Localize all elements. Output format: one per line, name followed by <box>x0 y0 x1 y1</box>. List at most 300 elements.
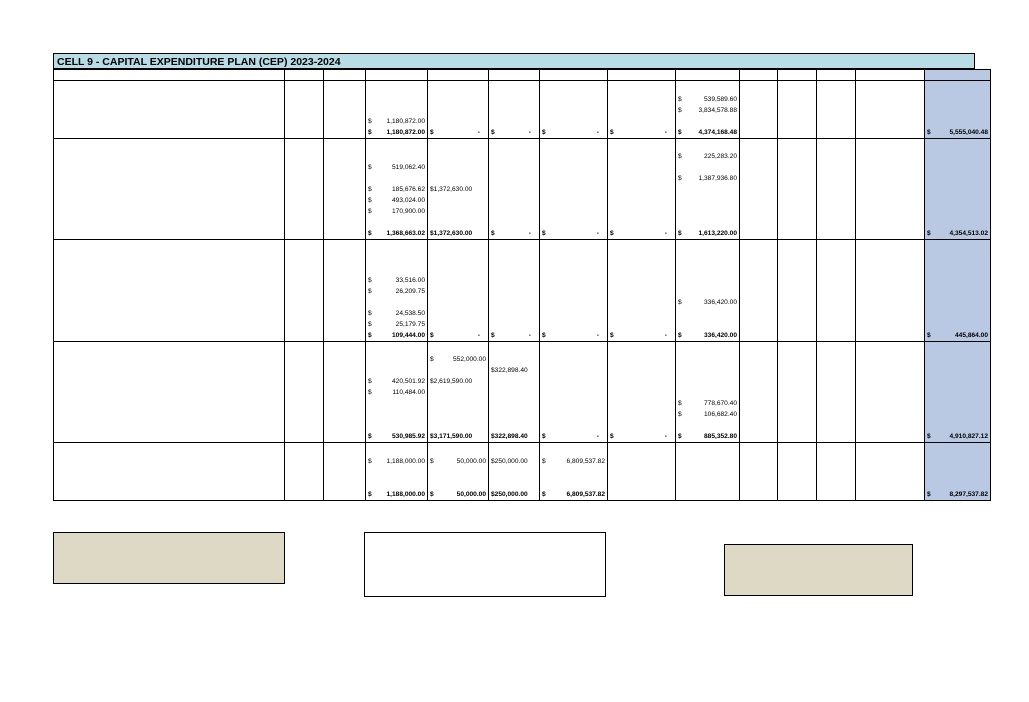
total-cell <box>925 240 991 253</box>
actual-label <box>725 583 845 596</box>
year-cell <box>817 456 856 467</box>
money-value <box>368 387 425 398</box>
land-detail <box>94 275 285 286</box>
year-cell <box>540 275 608 286</box>
year-cell <box>817 398 856 409</box>
money-value <box>368 127 425 138</box>
currency-symbol: $ <box>368 457 372 465</box>
year-cell <box>489 319 540 330</box>
currency-symbol: $ <box>678 433 682 440</box>
year-cell <box>778 275 817 286</box>
year-cell <box>778 478 817 489</box>
year-cell <box>366 376 428 387</box>
total-cell <box>925 81 991 94</box>
area-value <box>285 478 324 489</box>
year-cell <box>540 467 608 478</box>
amount: - <box>596 128 599 136</box>
year-cell <box>817 116 856 127</box>
land-label <box>54 409 94 420</box>
section-header <box>54 443 991 456</box>
currency-symbol <box>204 533 218 546</box>
year-total-cell <box>608 431 676 443</box>
year-total-cell <box>740 431 778 443</box>
year-cell <box>778 206 817 217</box>
cell <box>324 173 366 184</box>
cell <box>740 138 778 151</box>
actual-row <box>725 570 912 583</box>
land-label <box>54 365 94 376</box>
year-cell <box>489 116 540 127</box>
year-total-cell <box>676 489 740 501</box>
currency-symbol: $ <box>542 433 546 440</box>
total-row <box>54 489 991 501</box>
year-cell <box>817 286 856 297</box>
header-area <box>285 70 324 81</box>
assessed-value-box <box>53 532 285 584</box>
year-cell <box>428 105 489 116</box>
cell <box>366 341 428 354</box>
year-cell <box>489 195 540 206</box>
year-cell <box>428 217 489 228</box>
year-cell <box>817 105 856 116</box>
currency-symbol: $ <box>368 309 372 317</box>
year-cell <box>778 286 817 297</box>
year-cell <box>817 275 856 286</box>
money-value <box>430 354 486 365</box>
cell <box>489 240 540 253</box>
currency-symbol: $ <box>542 457 546 465</box>
year-cell <box>778 184 817 195</box>
year-cell <box>817 420 856 431</box>
year-cell <box>489 478 540 489</box>
year-cell <box>778 376 817 387</box>
actual-label <box>725 545 845 558</box>
year-cell <box>489 94 540 105</box>
amount: 170,900.00 <box>391 208 425 215</box>
year-cell <box>366 319 428 330</box>
amount: - <box>477 128 480 136</box>
year-cell <box>817 162 856 173</box>
amount: 5,555,040.48 <box>949 128 988 136</box>
year-total-cell <box>366 489 428 501</box>
year-cell <box>817 297 856 308</box>
year-total-cell <box>856 228 925 240</box>
land-label <box>54 456 94 467</box>
currency-symbol: $ <box>368 389 372 396</box>
year-cell <box>676 478 740 489</box>
amount: 225,283.20 <box>703 153 737 160</box>
actual-label <box>725 570 845 583</box>
land-detail <box>94 297 285 308</box>
year-cell <box>856 286 925 297</box>
table-row <box>54 184 991 195</box>
year-cell <box>366 206 428 217</box>
area-value <box>285 206 324 217</box>
year-total-cell <box>740 127 778 139</box>
total-cell <box>925 253 991 264</box>
money-value <box>368 456 425 467</box>
amount: - <box>528 128 531 136</box>
year-cell <box>676 365 740 376</box>
year-cell <box>489 398 540 409</box>
money-value <box>678 151 737 162</box>
money-value <box>491 127 537 138</box>
assessed-label <box>54 533 204 546</box>
total-cell <box>925 308 991 319</box>
table-row <box>54 206 991 217</box>
money-value <box>368 376 425 387</box>
year-cell <box>428 467 489 478</box>
money-value <box>678 330 737 341</box>
lot-yield-summary <box>364 532 606 597</box>
total-cell <box>925 184 991 195</box>
amount: 530,985.92 <box>391 433 425 440</box>
year-cell <box>540 286 608 297</box>
year-cell <box>366 409 428 420</box>
cell <box>324 162 366 173</box>
year-cell <box>366 264 428 275</box>
amount: 539,589.60 <box>703 95 737 103</box>
amount: - <box>664 230 667 237</box>
land-label <box>54 206 94 217</box>
area-value <box>285 173 324 184</box>
year-cell <box>366 116 428 127</box>
year-total-cell <box>489 127 540 139</box>
cell <box>324 456 366 467</box>
cell <box>324 81 366 94</box>
year-cell <box>428 398 489 409</box>
actual-value <box>845 545 912 558</box>
assessed-row <box>54 533 284 546</box>
total-label <box>54 431 94 443</box>
year-cell <box>740 286 778 297</box>
cell <box>778 81 817 94</box>
land-detail <box>94 376 285 387</box>
amount: 336,420.00 <box>703 331 737 339</box>
actual-row <box>725 545 912 558</box>
money-value <box>610 127 673 138</box>
year-cell <box>676 297 740 308</box>
year-cell <box>778 116 817 127</box>
money-value <box>927 330 988 341</box>
year-total-cell <box>676 330 740 342</box>
amount: 26,209.75 <box>395 287 425 295</box>
year-cell <box>608 409 676 420</box>
year-cell <box>540 217 608 228</box>
cell <box>740 341 778 354</box>
amount: - <box>664 331 667 339</box>
currency-symbol: $ <box>368 378 372 385</box>
currency-symbol: $ <box>610 331 614 339</box>
year-cell <box>817 206 856 217</box>
header-year-2025-26 <box>489 70 540 81</box>
year-cell <box>676 319 740 330</box>
year-total-cell <box>676 127 740 139</box>
assessed-value <box>218 558 284 571</box>
year-total-cell <box>817 330 856 342</box>
year-cell <box>608 206 676 217</box>
actual-summary <box>724 544 913 596</box>
year-cell <box>540 94 608 105</box>
table-row <box>54 94 991 105</box>
land-detail <box>94 195 285 206</box>
year-cell <box>489 308 540 319</box>
cell <box>324 478 366 489</box>
year-total-cell <box>856 431 925 443</box>
cell <box>324 151 366 162</box>
table-row <box>54 308 991 319</box>
cell <box>608 240 676 253</box>
year-cell <box>540 162 608 173</box>
currency-symbol: $ <box>542 128 546 136</box>
year-cell <box>740 94 778 105</box>
table-row <box>54 162 991 173</box>
year-cell <box>740 217 778 228</box>
cell <box>778 443 817 456</box>
year-cell <box>428 409 489 420</box>
land-detail <box>94 253 285 264</box>
money-value <box>430 330 486 341</box>
total-cell <box>925 173 991 184</box>
amount: 1,180,872.00 <box>386 128 425 136</box>
assessed-label <box>54 558 204 571</box>
total-cell <box>925 94 991 105</box>
year-cell <box>428 354 489 365</box>
section-header <box>54 341 991 354</box>
land-label <box>54 398 94 409</box>
year-cell <box>676 264 740 275</box>
year-cell <box>608 467 676 478</box>
land-label <box>54 253 94 264</box>
cell <box>428 240 489 253</box>
total-cell <box>925 297 991 308</box>
land-detail <box>94 105 285 116</box>
total-cell <box>925 116 991 127</box>
year-cell <box>856 173 925 184</box>
cell <box>94 127 285 139</box>
amount: 110,484.00 <box>392 389 425 396</box>
year-cell <box>856 206 925 217</box>
cell <box>324 341 366 354</box>
year-cell <box>856 264 925 275</box>
table-row <box>54 105 991 116</box>
year-cell <box>540 105 608 116</box>
area-value <box>285 264 324 275</box>
currency-symbol: $ <box>927 230 931 237</box>
year-cell <box>540 387 608 398</box>
year-cell <box>856 275 925 286</box>
year-cell <box>489 376 540 387</box>
assessed-label <box>54 546 204 559</box>
year-total-cell: $1,372,630.00 <box>428 228 489 240</box>
table-row <box>54 398 991 409</box>
money-value <box>368 330 425 341</box>
cell <box>324 105 366 116</box>
land-detail <box>94 286 285 297</box>
year-cell <box>428 162 489 173</box>
amount: 552,000.00 <box>452 356 486 363</box>
area-value <box>285 387 324 398</box>
table-row <box>54 195 991 206</box>
area-value <box>285 217 324 228</box>
year-cell <box>608 162 676 173</box>
cell <box>856 138 925 151</box>
year-cell <box>366 467 428 478</box>
year-cell <box>778 420 817 431</box>
land-label <box>54 286 94 297</box>
cell <box>94 330 285 342</box>
year-cell <box>740 409 778 420</box>
year-cell <box>778 409 817 420</box>
cell <box>778 138 817 151</box>
year-cell <box>676 275 740 286</box>
year-total-cell <box>428 489 489 501</box>
year-cell <box>740 253 778 264</box>
cell <box>324 420 366 431</box>
money-value <box>368 319 425 330</box>
money-value <box>610 431 673 442</box>
amount: 6,809,537.82 <box>566 457 605 465</box>
year-cell <box>366 420 428 431</box>
cell <box>540 341 608 354</box>
assessed-value <box>218 546 284 559</box>
cell <box>740 240 778 253</box>
year-cell <box>740 354 778 365</box>
actual-value <box>845 558 912 571</box>
table-row <box>54 264 991 275</box>
year-cell <box>540 456 608 467</box>
cell <box>608 443 676 456</box>
cell <box>366 443 428 456</box>
year-cell <box>428 365 489 376</box>
year-cell <box>540 184 608 195</box>
year-cell <box>778 173 817 184</box>
land-label <box>54 217 94 228</box>
cell <box>608 138 676 151</box>
cell <box>324 330 366 342</box>
year-cell <box>856 184 925 195</box>
total-cell <box>925 206 991 217</box>
cell <box>778 341 817 354</box>
year-cell <box>856 387 925 398</box>
assessed-value <box>218 533 284 546</box>
grand-total <box>925 127 991 139</box>
year-cell <box>489 173 540 184</box>
year-cell <box>778 264 817 275</box>
cell <box>856 240 925 253</box>
year-cell <box>778 387 817 398</box>
area-value <box>285 365 324 376</box>
year-cell <box>489 297 540 308</box>
year-cell <box>676 94 740 105</box>
actual-label <box>725 558 845 571</box>
currency-symbol: $ <box>368 128 372 136</box>
year-cell <box>778 354 817 365</box>
cell <box>324 297 366 308</box>
year-cell <box>740 319 778 330</box>
cell <box>817 443 856 456</box>
year-total-cell <box>778 228 817 240</box>
amount: 1,613,220.00 <box>698 230 737 237</box>
cell <box>676 341 740 354</box>
lot-yield-value <box>545 558 605 571</box>
money-value <box>491 228 537 239</box>
money-value <box>430 127 486 138</box>
header-land <box>54 70 94 81</box>
year-cell <box>676 217 740 228</box>
year-cell <box>817 184 856 195</box>
year-cell <box>366 275 428 286</box>
amount: 885,352.80 <box>703 433 737 440</box>
amount: 4,354,513.02 <box>949 230 988 237</box>
table-row <box>54 467 991 478</box>
money-value <box>368 275 425 286</box>
cell <box>740 443 778 456</box>
year-cell <box>366 184 428 195</box>
cell <box>324 264 366 275</box>
year-cell <box>608 184 676 195</box>
money-value <box>430 456 486 467</box>
amount: 420,501.92 <box>391 378 425 385</box>
cell <box>324 94 366 105</box>
table-row <box>54 116 991 127</box>
actual-value <box>845 583 912 596</box>
land-label <box>54 173 94 184</box>
year-cell <box>540 365 608 376</box>
year-cell <box>778 308 817 319</box>
year-cell <box>856 354 925 365</box>
year-cell <box>366 162 428 173</box>
year-cell <box>608 376 676 387</box>
cell <box>285 443 324 456</box>
money-value <box>368 116 425 127</box>
header-year-2023-24 <box>366 70 428 81</box>
currency-symbol: $ <box>678 95 682 103</box>
amount: 445,864.00 <box>954 331 988 339</box>
year-cell <box>608 478 676 489</box>
header-row <box>54 70 991 81</box>
year-cell <box>608 420 676 431</box>
year-total-cell <box>489 330 540 342</box>
area-value <box>285 319 324 330</box>
assessed-value <box>218 571 284 584</box>
year-cell <box>540 297 608 308</box>
cep-table <box>53 69 991 501</box>
total-cell <box>925 409 991 420</box>
year-total-cell <box>856 127 925 139</box>
cell <box>428 81 489 94</box>
year-cell <box>608 105 676 116</box>
year-cell <box>489 105 540 116</box>
year-cell <box>817 173 856 184</box>
total-cell <box>925 151 991 162</box>
money-value <box>610 228 673 239</box>
year-cell <box>778 297 817 308</box>
land-label <box>54 308 94 319</box>
money-value <box>678 398 737 409</box>
year-cell <box>676 195 740 206</box>
total-cell <box>925 264 991 275</box>
year-cell <box>778 217 817 228</box>
lot-yield-value <box>545 571 605 584</box>
year-total-cell <box>608 127 676 139</box>
table-row <box>54 365 991 376</box>
year-cell <box>608 398 676 409</box>
year-cell <box>608 365 676 376</box>
year-cell <box>817 478 856 489</box>
assessed-row <box>54 571 284 584</box>
land-detail <box>94 478 285 489</box>
